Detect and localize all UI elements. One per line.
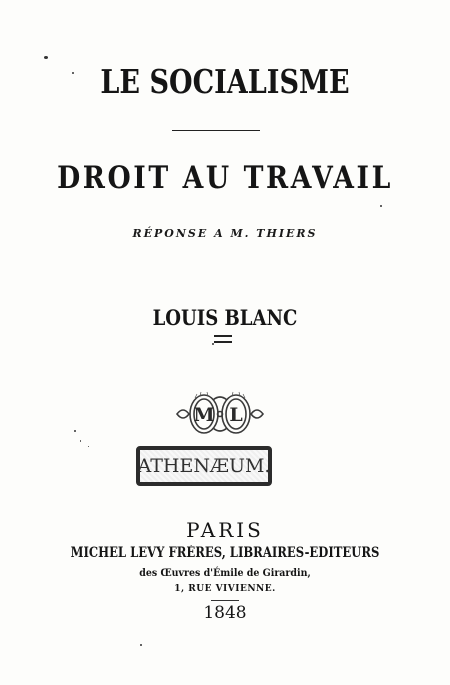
athenaeum-stamp	[136, 446, 272, 486]
imprint-series: des Œuvres d'Émile de Girardin,	[139, 567, 311, 579]
year-divider	[211, 600, 239, 601]
imprint-address: 1, RUE VIVIENNE.	[174, 584, 276, 594]
library-monogram-stamp	[175, 390, 265, 438]
imprint-year: 1848	[203, 603, 247, 623]
ornament-dash	[214, 335, 232, 343]
title-divider	[172, 130, 260, 131]
reply-line: RÉPONSE A M. THIERS	[132, 227, 318, 240]
book-title: LE SOCIALISME	[100, 62, 350, 101]
imprint-place: PARIS	[186, 518, 264, 542]
book-subtitle: DROIT AU TRAVAIL	[57, 160, 393, 196]
author-name: LOUIS BLANC	[152, 305, 298, 330]
monogram-letter-m: M	[193, 404, 215, 426]
stamp-library-name: ATHENÆUM.	[137, 455, 271, 477]
imprint-publisher: MICHEL LEVY FRÈRES, LIBRAIRES-EDITEURS	[70, 545, 380, 561]
monogram-letter-l: L	[229, 404, 243, 426]
